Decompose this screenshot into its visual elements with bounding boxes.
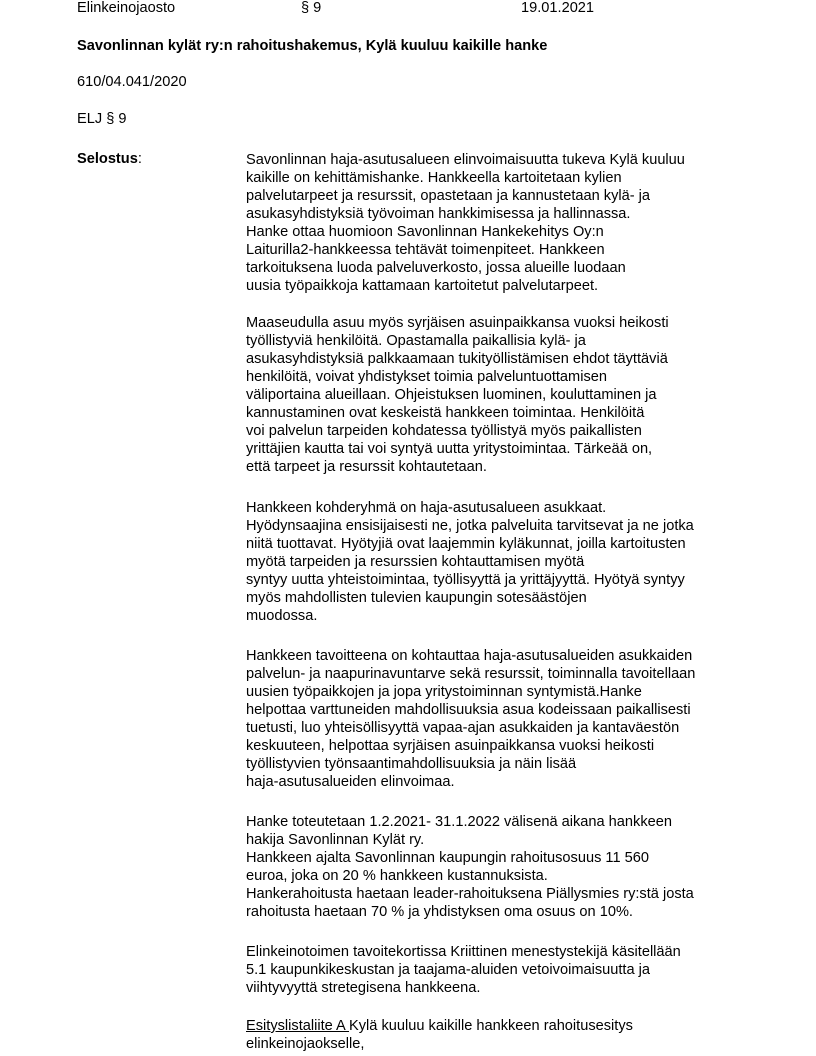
paragraph-line: väliportaina alueillaan. Ohjeistuksen luominen, kouluttaminen ja (246, 387, 657, 403)
paragraph-line: palvelutarpeet ja resurssit, opastetaan ja kannustetaan kylä- ja (246, 188, 651, 204)
reference: ELJ § 9 (77, 111, 127, 127)
selostus-colon: : (137, 151, 142, 167)
paragraph-line: asukasyhdistyksiä palkkaamaan tukityöllistämisen ehdot täyttäviä (246, 351, 668, 367)
section-number: § 9 (301, 0, 322, 16)
selostus-label-text: Selostus (77, 151, 138, 167)
selostus-label (77, 151, 142, 167)
paragraph-line: uusia työpaikkoja kattamaan kartoitetut palvelutarpeet. (246, 278, 599, 294)
paragraph-line: Hanke ottaa huomioon Savonlinnan Hankekehitys Oy:n (246, 224, 604, 240)
paragraph-line: tuetusti, luo yhteisöllisyyttä vapaa-ajan asukkaiden ja kantaväestön (246, 720, 680, 736)
paragraph-line: 5.1 kaupunkikeskustan ja taajama-aluiden vetoivoimaisuutta ja (246, 962, 651, 978)
attachment-line-1 (246, 1017, 633, 1035)
paragraph-line: rahoitusta haetaan 70 % ja yhdistyksen oma osuus on 10%. (246, 904, 633, 920)
paragraph-line: Hyödynsaajina ensisijaisesti ne, jotka palveluita tarvitsevat ja ne jotka (246, 518, 694, 534)
attachment-link[interactable]: Esityslistaliite A (246, 1018, 350, 1034)
paragraph-line: Hanke toteutetaan 1.2.2021- 31.1.2022 välisenä aikana hankkeen (246, 814, 672, 830)
paragraph-line: tarkoituksena luoda palveluverkosto, jossa alueille luodaan (246, 260, 626, 276)
paragraph-line: myös mahdollisten tulevien kaupungin sotesäästöjen (246, 590, 587, 606)
meeting-date: 19.01.2021 (521, 0, 595, 16)
attachment-line-2: elinkeinojaokselle, (246, 1036, 365, 1052)
paragraph-line: myötä tarpeiden ja resurssien kohtauttamisen myötä (246, 554, 585, 570)
paragraph-line: Hankerahoitusta haetaan leader-rahoituksena Piällysmies ry:stä josta (246, 886, 694, 902)
paragraph-line: kaikille on kehittämishanke. Hankkeella kartoitetaan kylien (246, 170, 622, 186)
paragraph-line: työllistyviä henkilöitä. Opastamalla paikallisia kylä- ja (246, 333, 586, 349)
paragraph-line: viihtyvyyttä stretegisena hankkeena. (246, 980, 481, 996)
paragraph-line: Hankkeen ajalta Savonlinnan kaupungin rahoitusosuus 11 560 (246, 850, 649, 866)
paragraph-line: palvelun- ja naapurinavuntarve sekä resurssit, toiminnalla tavoitellaan (246, 666, 696, 682)
paragraph-line: asukasyhdistyksiä työvoiman hankkimisessa ja hallinnassa. (246, 206, 631, 222)
paragraph-line: muodossa. (246, 608, 318, 624)
paragraph-line: keskuuteen, helpottaa syrjäisen asuinpaikkansa vuoksi heikosti (246, 738, 655, 754)
paragraph-line: haja-asutusalueiden elinvoimaa. (246, 774, 455, 790)
paragraph-line: Savonlinnan haja-asutusalueen elinvoimaisuutta tukeva Kylä kuuluu (246, 152, 685, 168)
paragraph-line: Laiturilla2-hankkeessa tehtävät toimenpiteet. Hankkeen (246, 242, 605, 258)
paragraph-line: voi palvelun tarpeiden kohdatessa työllistyä myös paikallisten (246, 423, 642, 439)
committee-name: Elinkeinojaosto (77, 0, 176, 16)
record-number: 610/04.041/2020 (77, 74, 187, 90)
paragraph-line: Hankkeen kohderyhmä on haja-asutusalueen asukkaat. (246, 500, 607, 516)
paragraph-line: niitä tuottavat. Hyötyjiä ovat laajemmin kyläkunnat, joilla kartoitusten (246, 536, 686, 552)
paragraph-line: Maaseudulla asuu myös syrjäisen asuinpaikkansa vuoksi heikosti (246, 315, 669, 331)
paragraph-line: hakija Savonlinnan Kylät ry. (246, 832, 425, 848)
paragraph-line: henkilöitä, voivat yhdistykset toimia palveluntuottamisen (246, 369, 607, 385)
paragraph-line: työllistyvien työnsaantimahdollisuuksia ja näin lisää (246, 756, 577, 772)
paragraph-line: euroa, joka on 20 % hankkeen kustannuksista. (246, 868, 548, 884)
paragraph-line: kannustaminen ovat keskeistä hankkeen toimintaa. Henkilöitä (246, 405, 645, 421)
paragraph-line: Hankkeen tavoitteena on kohtauttaa haja-asutusalueiden asukkaiden (246, 648, 693, 664)
paragraph-line: syntyy uutta yhteistoimintaa, työllisyyttä ja yrittäjyyttä. Hyötyä syntyy (246, 572, 685, 588)
paragraph-line: helpottaa varttuneiden mahdollisuuksia asua kodeissaan paikallisesti (246, 702, 691, 718)
document-title: Savonlinnan kylät ry:n rahoitushakemus, Kylä kuuluu kaikille hanke (77, 38, 548, 54)
paragraph-line: uusien työpaikkojen ja jopa yritystoiminnan syntymistä.Hanke (246, 684, 642, 700)
paragraph-line: että tarpeet ja resurssit kohtautetaan. (246, 459, 487, 475)
paragraph-line: Elinkeinotoimen tavoitekortissa Kriittinen menestystekijä käsitellään (246, 944, 681, 960)
paragraph-line: yrittäjien kautta tai voi syntyä uutta yritystoimintaa. Tärkeää on, (246, 441, 653, 457)
attachment-text: Kylä kuuluu kaikille hankkeen rahoitusesitys (349, 1018, 633, 1034)
